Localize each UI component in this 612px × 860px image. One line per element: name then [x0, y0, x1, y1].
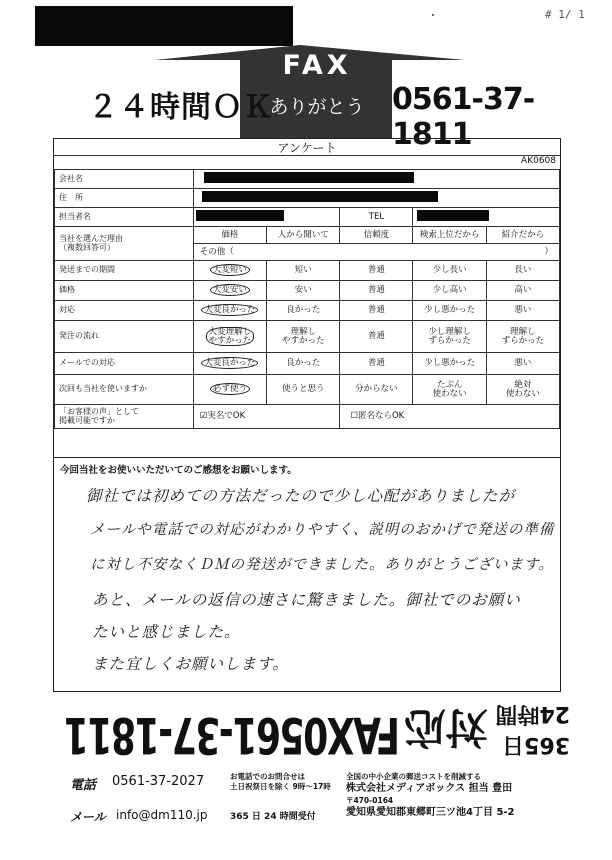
footer-mail[interactable]: info@dm110.jp: [116, 808, 208, 822]
footer-tel-label: 電話: [70, 778, 97, 793]
thanks-text: ありがとう: [269, 96, 365, 118]
survey-rating-row: [55, 301, 560, 321]
reason-other-field[interactable]: [193, 244, 559, 261]
footer-hours-note: お電話でのお問合せは 土日祝祭日を除く 9時〜17時: [230, 772, 331, 791]
banner-fax-number: FAX0561-37-1811: [65, 706, 400, 764]
survey-rating-row: [55, 281, 560, 301]
company-address: 愛知県愛知郡東郷町三ツ池4丁目 5-2: [346, 806, 515, 818]
footer-mail-label: メール: [70, 810, 106, 824]
voice-option-realname[interactable]: ☑実名でOK: [193, 405, 340, 429]
tel-value[interactable]: [413, 208, 560, 227]
reason-option-search[interactable]: 検索上位だから: [413, 227, 486, 244]
rating-option[interactable]: 分からない: [340, 375, 413, 405]
comment-line-5: たいと感じました。: [92, 623, 241, 641]
redacted-company: [204, 172, 414, 183]
rating-option[interactable]: [193, 321, 266, 353]
form-code: AK0608: [521, 156, 556, 166]
survey-rating-row: [55, 353, 560, 375]
survey-rating-row: [55, 375, 560, 405]
rating-label-service: 対応: [55, 301, 194, 321]
tel-label: TEL: [340, 208, 413, 227]
rating-option[interactable]: たぶん 使わない: [413, 375, 486, 405]
comment-box[interactable]: [53, 458, 561, 692]
banner-response: 対応: [403, 703, 488, 752]
rating-option[interactable]: 安い: [267, 281, 340, 301]
selected-mark: 大変短い: [210, 264, 250, 276]
selected-mark: 必ず使う: [210, 383, 250, 395]
selected-mark: 大変理解し やすかった: [206, 327, 255, 347]
redacted-tel: [417, 210, 489, 221]
rating-label-price: 価格: [55, 281, 194, 301]
rating-option[interactable]: 悪い: [486, 301, 559, 321]
rating-option[interactable]: 良かった: [267, 301, 340, 321]
rating-option[interactable]: [193, 261, 266, 281]
selected-mark: 大変良かった: [201, 304, 258, 316]
reason-row: [55, 227, 560, 244]
reason-option-trust[interactable]: 信頼度: [340, 227, 413, 244]
footer-mail-note: 365 日 24 時間受付: [230, 812, 316, 822]
rating-option[interactable]: 普通: [340, 261, 413, 281]
hours-ok-text: ２４時間ＯＫ: [88, 90, 274, 125]
banner-hours-text: 24時間: [495, 701, 570, 726]
footer: [70, 770, 570, 860]
company-tagline: 全国の中小企業の郵送コストを削減する: [346, 772, 481, 781]
fax-phone-number: 0561-37-1811: [392, 82, 535, 152]
survey-rating-row: [55, 261, 560, 281]
rating-option[interactable]: [193, 353, 266, 375]
company-postal: 〒470-0164: [346, 795, 394, 805]
rating-option[interactable]: 長い: [486, 261, 559, 281]
comment-line-6: また宜しくお願いします。: [92, 655, 289, 673]
redacted-address: [202, 191, 438, 202]
comment-line-2: メールや電話での対応がわかりやすく、説明のおかげで発送の準備: [90, 522, 555, 538]
rating-option[interactable]: 使うと思う: [267, 375, 340, 405]
rating-option[interactable]: [193, 301, 266, 321]
survey-form: [53, 138, 561, 458]
comment-line-1: 御社では初めての方法だったので少し心配がありましたが: [86, 487, 516, 505]
contact-label: 担当者名: [55, 208, 194, 227]
comment-line-3: に対し不安なくＤＭの発送ができました。ありがとうございます。: [90, 557, 554, 573]
contact-row: [55, 208, 560, 227]
selected-mark: 大変安い: [210, 284, 250, 296]
upside-down-banner: [60, 700, 570, 770]
rating-option[interactable]: 良かった: [267, 353, 340, 375]
voice-row: [55, 405, 560, 429]
survey-table: [54, 169, 560, 429]
rating-option[interactable]: 理解し ずらかった: [486, 321, 559, 353]
company-label: 会社名: [55, 170, 194, 189]
rating-label-shipping-period: 発送までの期間: [55, 261, 194, 281]
rating-option[interactable]: [193, 375, 266, 405]
banner-days-text: 365日: [502, 732, 570, 757]
rating-option[interactable]: 少し悪かった: [413, 301, 486, 321]
address-label: 住 所: [55, 189, 194, 208]
comment-line-4: あと、メールの返信の速さに驚きました。御社でのお願い: [92, 591, 521, 609]
banner-days: [495, 700, 570, 762]
rating-option[interactable]: 短い: [267, 261, 340, 281]
page-number: # 1/ 1: [545, 8, 585, 21]
reason-other-close: ）: [544, 246, 553, 257]
rating-option[interactable]: 高い: [486, 281, 559, 301]
reason-label: 当社を選んだ理由 （複数回答可）: [55, 227, 194, 261]
rating-option[interactable]: 少し理解し ずらかった: [413, 321, 486, 353]
rating-label-order-flow: 発注の流れ: [55, 321, 194, 353]
voice-option-anonymous[interactable]: ☐匿名ならOK: [340, 405, 560, 429]
selected-mark: 大変良かった: [201, 357, 258, 369]
rating-option[interactable]: [193, 281, 266, 301]
company-value[interactable]: [193, 170, 559, 189]
voice-label: 「お客様の声」として 掲載可能ですか: [55, 405, 194, 429]
rating-option[interactable]: 絶対 使わない: [486, 375, 559, 405]
reason-other-label: その他（: [199, 246, 234, 257]
rating-option[interactable]: 普通: [340, 281, 413, 301]
company-name: 株式会社メディアボックス 担当 豊田: [346, 783, 513, 795]
rating-option[interactable]: 普通: [340, 301, 413, 321]
fax-title: FAX: [282, 50, 352, 81]
footer-tel[interactable]: 0561-37-2027: [112, 774, 205, 789]
rating-option[interactable]: 少し悪かった: [413, 353, 486, 375]
redacted-contact: [196, 210, 284, 221]
survey-rating-row: [55, 321, 560, 353]
rating-label-email-service: メールでの対応: [55, 353, 194, 375]
rating-option[interactable]: 少し長い: [413, 261, 486, 281]
footer-company-block: [346, 772, 515, 819]
rating-option[interactable]: 普通: [340, 353, 413, 375]
survey-title: アンケート: [54, 139, 560, 156]
reason-option-price[interactable]: 価格: [193, 227, 266, 244]
scan-speck: [432, 14, 434, 16]
rating-option[interactable]: 理解し やすかった: [267, 321, 340, 353]
contact-value[interactable]: [193, 208, 340, 227]
company-row: [55, 170, 560, 189]
comment-prompt: 今回当社をお使いいただいてのご感想をお願いします。: [60, 465, 297, 476]
reason-option-introduction[interactable]: 紹介だから: [486, 227, 559, 244]
rating-option[interactable]: 悪い: [486, 353, 559, 375]
reason-option-referral[interactable]: 人から聞いて: [267, 227, 340, 244]
address-value[interactable]: [193, 189, 559, 208]
rating-label-next-time: 次回も当社を使いますか: [55, 375, 194, 405]
address-row: [55, 189, 560, 208]
rating-option[interactable]: 普通: [340, 321, 413, 353]
rating-option[interactable]: 少し高い: [413, 281, 486, 301]
